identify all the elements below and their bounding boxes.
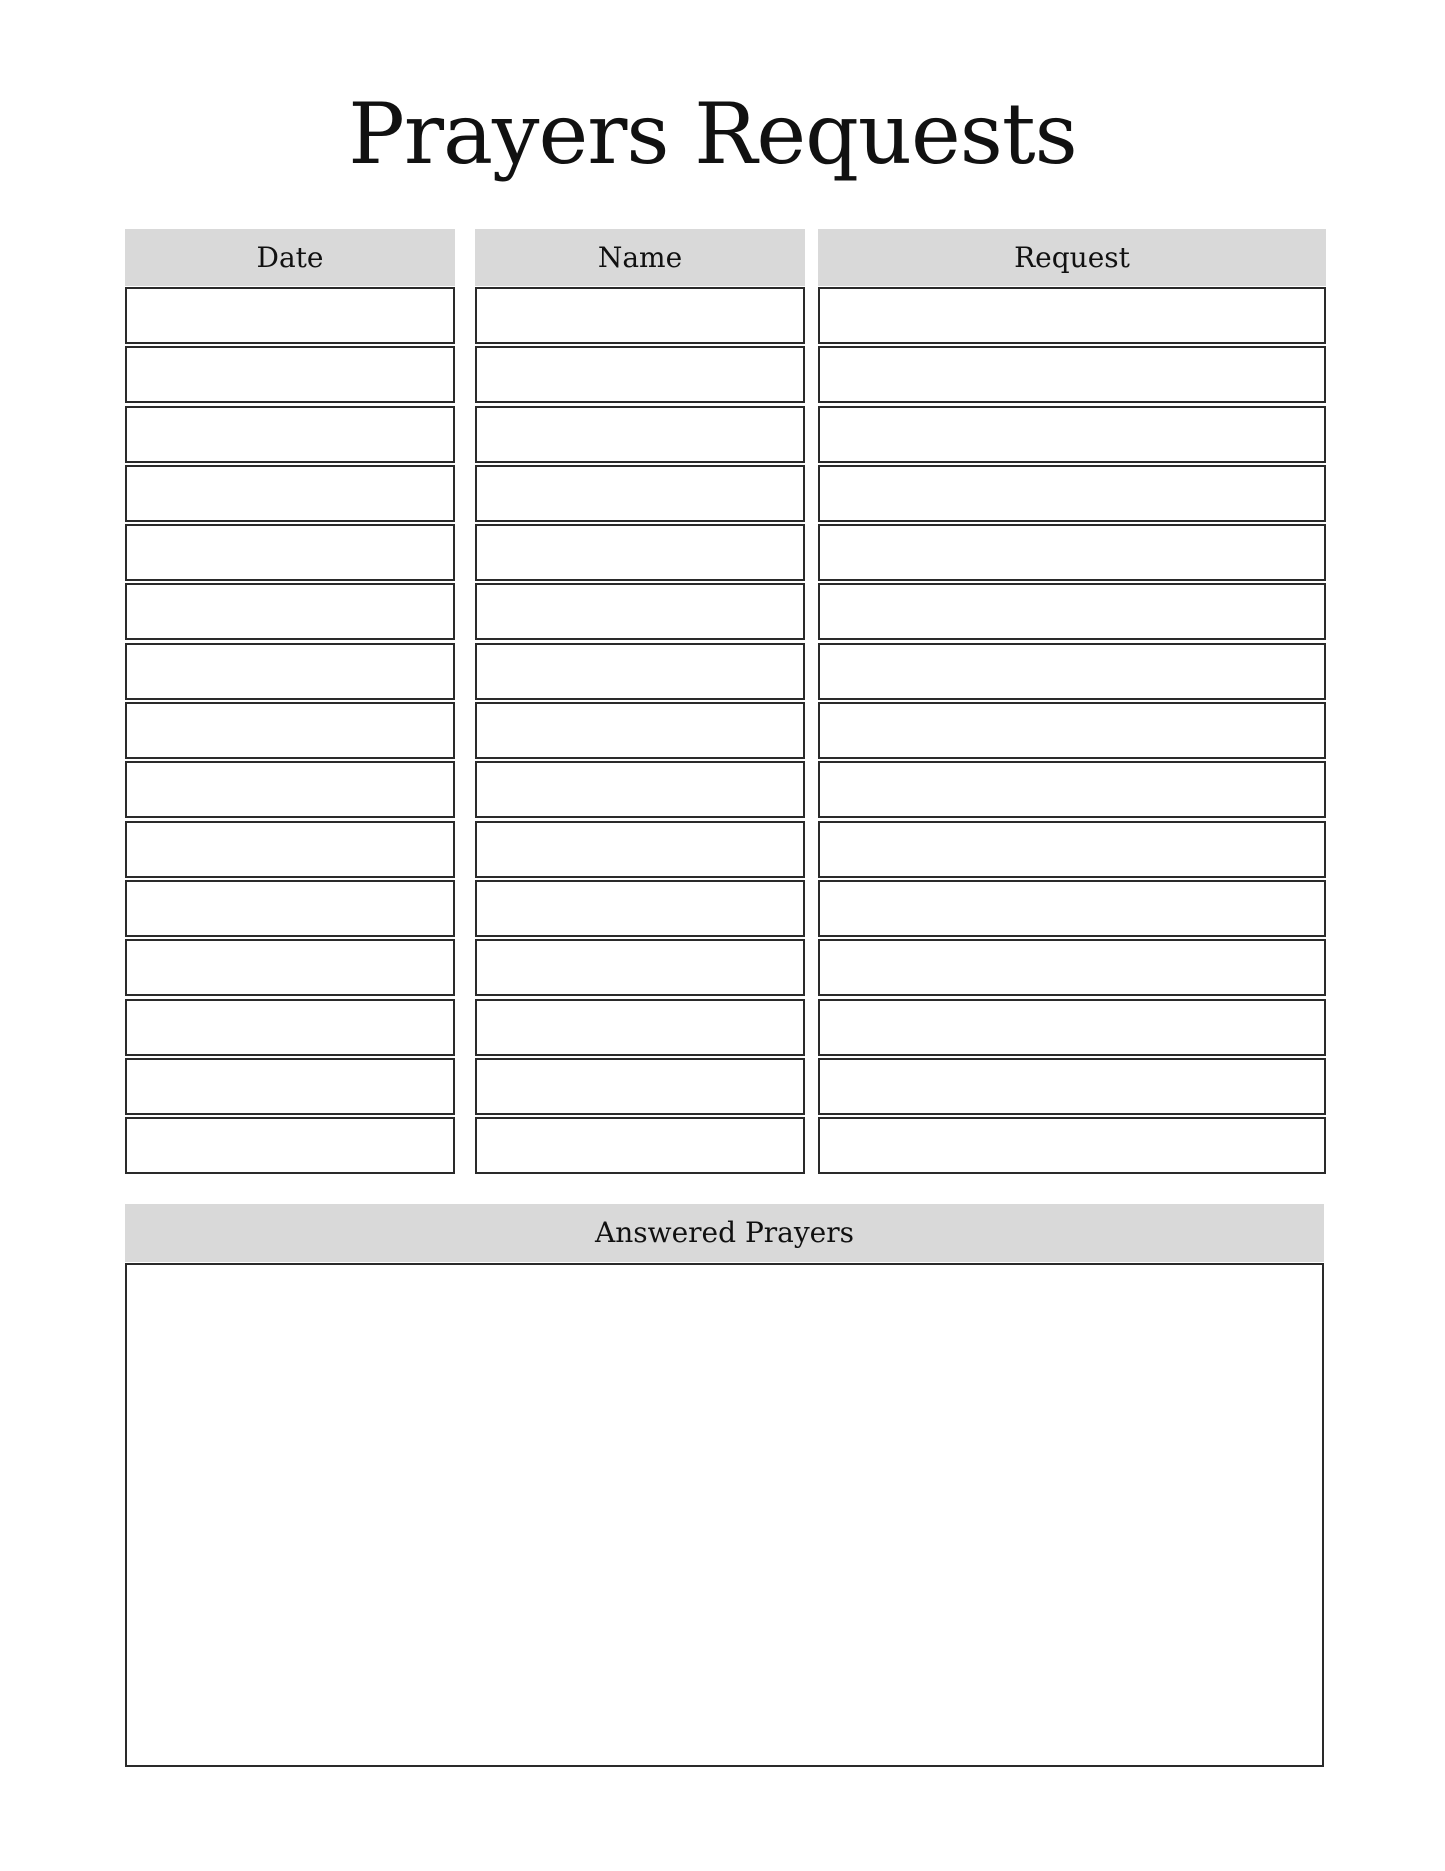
request-cell[interactable] [818,465,1326,522]
request-column-header: Request [818,229,1326,286]
date-cell[interactable] [125,583,455,640]
date-cell[interactable] [125,821,455,878]
name-rows [475,287,805,1174]
request-cell[interactable] [818,880,1326,937]
request-cell[interactable] [818,583,1326,640]
date-cell[interactable] [125,465,455,522]
request-cell[interactable] [818,999,1326,1056]
name-cell[interactable] [475,465,805,522]
name-column-header: Name [475,229,805,286]
date-cell[interactable] [125,287,455,344]
date-cell[interactable] [125,346,455,403]
answered-prayers-section [125,1204,1324,1767]
date-cell[interactable] [125,406,455,463]
request-column [818,229,1326,1176]
request-cell[interactable] [818,821,1326,878]
date-cell[interactable] [125,702,455,759]
name-cell[interactable] [475,821,805,878]
name-cell[interactable] [475,583,805,640]
date-cell[interactable] [125,761,455,818]
name-cell[interactable] [475,643,805,700]
request-cell[interactable] [818,1117,1326,1174]
request-cell[interactable] [818,761,1326,818]
date-cell[interactable] [125,999,455,1056]
request-rows [818,287,1326,1174]
date-cell[interactable] [125,880,455,937]
date-rows [125,287,455,1174]
request-cell[interactable] [818,702,1326,759]
name-cell[interactable] [475,524,805,581]
name-cell[interactable] [475,702,805,759]
name-cell[interactable] [475,1058,805,1115]
name-cell[interactable] [475,761,805,818]
answered-prayers-header: Answered Prayers [125,1204,1324,1262]
page-title: Prayers Requests [348,85,1077,183]
date-cell[interactable] [125,524,455,581]
request-cell[interactable] [818,1058,1326,1115]
name-cell[interactable] [475,880,805,937]
name-cell[interactable] [475,287,805,344]
name-cell[interactable] [475,1117,805,1174]
request-cell[interactable] [818,939,1326,996]
date-column-header: Date [125,229,455,286]
name-cell[interactable] [475,406,805,463]
request-cell[interactable] [818,643,1326,700]
name-cell[interactable] [475,939,805,996]
answered-prayers-box[interactable] [125,1263,1324,1767]
date-cell[interactable] [125,1117,455,1174]
date-column [125,229,455,1176]
name-cell[interactable] [475,346,805,403]
request-cell[interactable] [818,524,1326,581]
request-cell[interactable] [818,287,1326,344]
name-column [475,229,805,1176]
date-cell[interactable] [125,643,455,700]
request-cell[interactable] [818,406,1326,463]
request-cell[interactable] [818,346,1326,403]
name-cell[interactable] [475,999,805,1056]
date-cell[interactable] [125,939,455,996]
date-cell[interactable] [125,1058,455,1115]
